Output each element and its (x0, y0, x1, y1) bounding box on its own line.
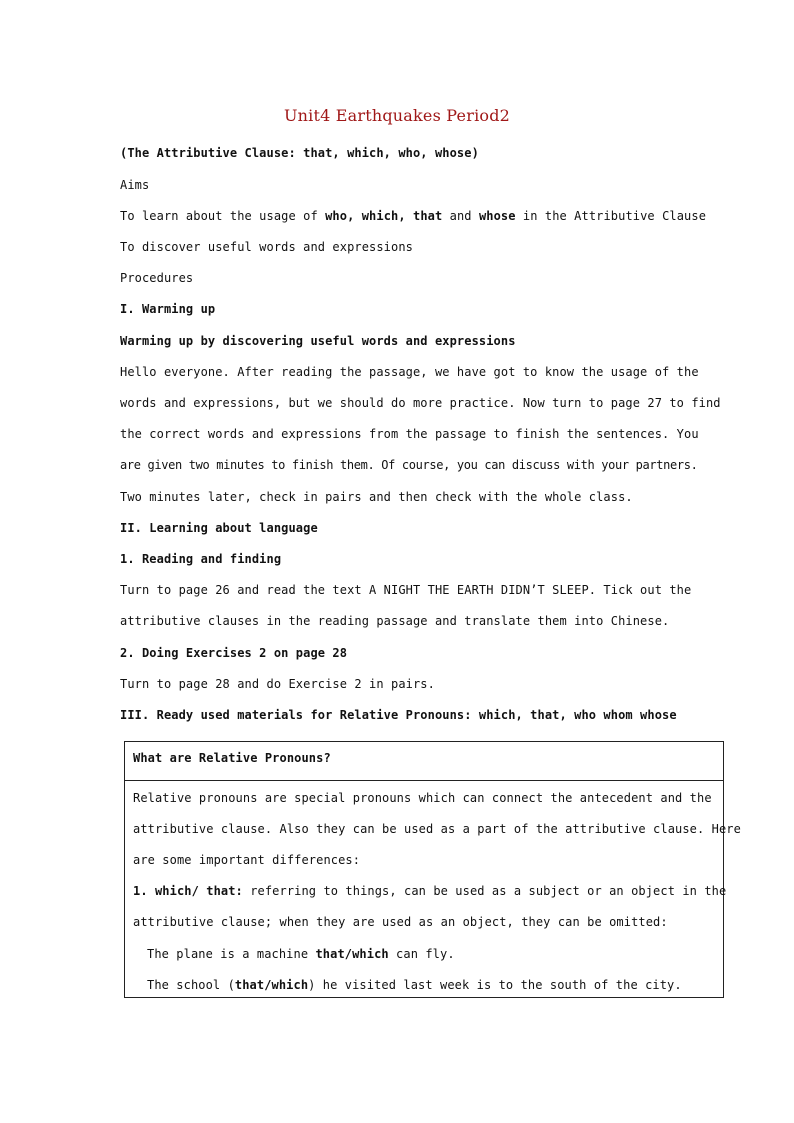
aims-line-1-pre: To learn about the usage of (120, 209, 326, 223)
box-heading: What are Relative Pronouns? (133, 751, 331, 765)
section-2-heading: II. Learning about language (120, 521, 318, 535)
aims-line-1 (120, 208, 706, 224)
section-1-line-4: are given two minutes to finish them. Of course, you can discuss with your partners. (120, 458, 698, 472)
box-example-1-bold: that/which (315, 947, 389, 961)
box-point-1-cont: attributive clause; when they are used as an object, they can be omitted: (133, 915, 668, 929)
box-example-1-pre: The plane is a machine (147, 947, 316, 961)
section-3-heading: III. Ready used materials for Relative Pronouns: which, that, who whom whose (120, 708, 677, 722)
section-2-sub-1-line-1: Turn to page 26 and read the text A NIGHT THE EARTH DIDN’T SLEEP. Tick out the (120, 583, 692, 597)
box-example-1 (147, 946, 455, 962)
section-2-sub-1-heading: 1. Reading and finding (120, 552, 282, 566)
keyword-whose: whose (478, 209, 516, 223)
box-line-1: Relative pronouns are special pronouns which can connect the antecedent and the (133, 791, 712, 805)
section-2-sub-1-line-2: attributive clauses in the reading passage and translate them into Chinese. (120, 614, 670, 628)
aims-line-1-post: in the Attributive Clause (515, 209, 707, 223)
subtitle: (The Attributive Clause: that, which, who, whose) (120, 146, 479, 160)
box-point-1-text: referring to things, can be used as a subject or an object in the (242, 884, 727, 898)
keyword-that: that (413, 209, 443, 223)
section-1-heading: I. Warming up (120, 302, 216, 316)
box-point-1-label: 1. which/ that: (133, 884, 243, 898)
box-example-2-bold: that/which (234, 978, 309, 992)
section-2-sub-2-line: Turn to page 28 and do Exercise 2 in pairs. (120, 677, 435, 691)
aims-line-2: To discover useful words and expressions (120, 240, 413, 254)
section-2-sub-2-heading: 2. Doing Exercises 2 on page 28 (120, 646, 348, 660)
box-example-2-pre: The school ( (147, 978, 235, 992)
keyword-who: who, (325, 209, 355, 223)
section-1-line-3: the correct words and expressions from the passage to finish the sentences. You (120, 427, 699, 441)
box-example-1-post: can fly. (388, 947, 455, 961)
keyword-which: which, (361, 209, 406, 223)
aims-heading: Aims (120, 178, 150, 192)
procedures-heading: Procedures (120, 271, 194, 285)
section-1-line-1: Hello everyone. After reading the passage, we have got to know the usage of the (120, 365, 699, 379)
section-1-line-5: Two minutes later, check in pairs and then check with the whole class. (120, 490, 633, 504)
box-example-2-post: ) he visited last week is to the south of the city. (308, 978, 682, 992)
box-example-2 (147, 977, 682, 993)
document-title: Unit4 Earthquakes Period2 (283, 106, 511, 125)
box-line-3: are some important differences: (133, 853, 361, 867)
box-line-2: attributive clause. Also they can be used as a part of the attributive clause. Here (133, 822, 741, 836)
aims-line-1-mid: and (442, 209, 479, 223)
box-header (125, 742, 723, 781)
section-1-subheading: Warming up by discovering useful words and expressions (120, 334, 516, 348)
relative-pronouns-box (124, 741, 741, 998)
box-point-1 (133, 883, 726, 899)
section-1-line-2: words and expressions, but we should do more practice. Now turn to page 27 to find (120, 396, 721, 410)
